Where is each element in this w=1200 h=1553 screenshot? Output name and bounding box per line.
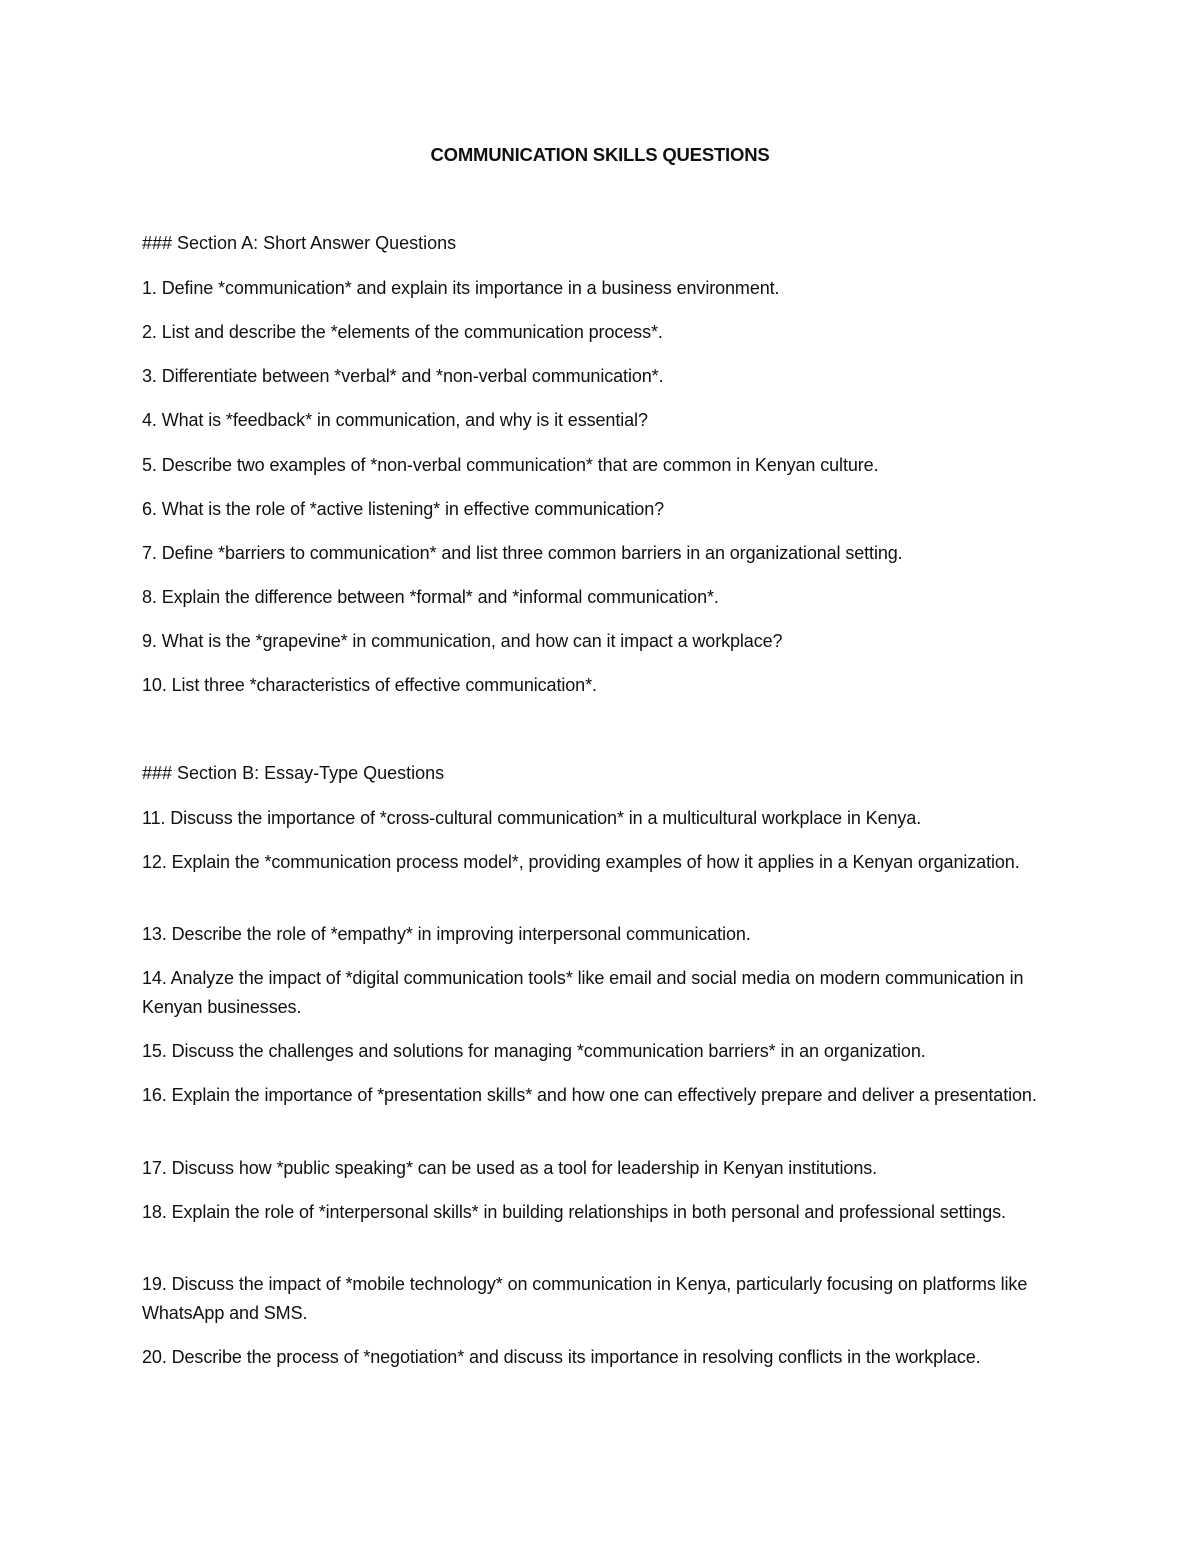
- question-17: 17. Discuss how *public speaking* can be used as a tool for leadership in Kenyan institutions.: [142, 1158, 878, 1178]
- question-1: 1. Define *communication* and explain its importance in a business environment.: [142, 278, 780, 298]
- question-11: 11. Discuss the importance of *cross-cultural communication* in a multicultural workplace in Kenya.: [142, 808, 922, 828]
- question-18: 18. Explain the role of *interpersonal skills* in building relationships in both personal and professional settings.: [142, 1202, 1006, 1222]
- question-12: 12. Explain the *communication process model*, providing examples of how it applies in a Kenyan organization.: [142, 852, 1020, 872]
- section-a-heading: ### Section A: Short Answer Questions: [142, 233, 457, 253]
- question-16: 16. Explain the importance of *presentation skills* and how one can effectively prepare and deliver a presentation.: [142, 1085, 1037, 1105]
- question-9: 9. What is the *grapevine* in communication, and how can it impact a workplace?: [142, 631, 783, 651]
- question-10: 10. List three *characteristics of effective communication*.: [142, 675, 597, 695]
- question-20: 20. Describe the process of *negotiation* and discuss its importance in resolving conflicts in the workplace.: [142, 1347, 981, 1367]
- question-3: 3. Differentiate between *verbal* and *non-verbal communication*.: [142, 366, 664, 386]
- question-8: 8. Explain the difference between *formal* and *informal communication*.: [142, 587, 719, 607]
- question-4: 4. What is *feedback* in communication, and why is it essential?: [142, 410, 648, 430]
- section-b-heading: ### Section B: Essay-Type Questions: [142, 763, 445, 783]
- question-14: 14. Analyze the impact of *digital communication tools* like email and social media on modern communication in Kenyan businesses.: [142, 968, 1024, 1017]
- question-15: 15. Discuss the challenges and solutions for managing *communication barriers* in an organization.: [142, 1041, 926, 1061]
- question-2: 2. List and describe the *elements of the communication process*.: [142, 322, 663, 342]
- question-5: 5. Describe two examples of *non-verbal communication* that are common in Kenyan culture.: [142, 455, 879, 475]
- question-19: 19. Discuss the impact of *mobile technology* on communication in Kenya, particularly focusing on platforms like WhatsApp and SMS.: [142, 1274, 1028, 1323]
- question-6: 6. What is the role of *active listening* in effective communication?: [142, 499, 665, 519]
- document-title: COMMUNICATION SKILLS QUESTIONS: [430, 144, 770, 165]
- question-13: 13. Describe the role of *empathy* in improving interpersonal communication.: [142, 924, 751, 944]
- question-7: 7. Define *barriers to communication* and list three common barriers in an organizational setting.: [142, 543, 903, 563]
